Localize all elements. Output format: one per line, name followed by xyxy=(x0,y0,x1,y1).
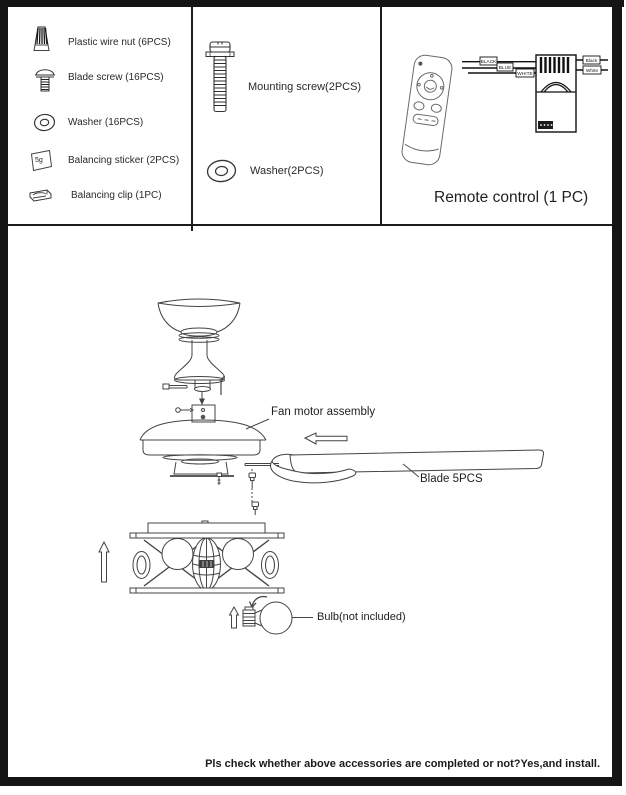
mounting-label: Washer(2PCS) xyxy=(250,165,324,177)
bulb-drawing xyxy=(230,597,314,634)
accessory-label: Plastic wire nut (6PCS) xyxy=(68,37,171,48)
switch-housing-drawing xyxy=(170,462,234,525)
fan-motor-leader-line xyxy=(246,419,269,429)
blade-screws-drawing xyxy=(249,469,259,515)
balancing-clip-icon xyxy=(28,186,53,204)
blade-screw-icon xyxy=(34,65,56,93)
wire-label-black-out: Black xyxy=(585,59,598,64)
blade-label: Blade 5PCS xyxy=(420,473,483,485)
balancing-sticker-icon xyxy=(30,149,53,172)
wire-nut-icon xyxy=(33,26,50,53)
wire-label-white-out: White xyxy=(585,69,599,74)
remote-control-drawing xyxy=(401,54,454,166)
frame-left xyxy=(0,0,8,786)
wire-label-black-in: BLACK xyxy=(480,60,497,65)
cross-pin-drawing xyxy=(163,377,224,396)
fan-exploded-diagram xyxy=(9,225,613,777)
wire-label-blue-in: BLUE xyxy=(498,66,512,71)
mounting-label: Mounting screw(2PCS) xyxy=(248,81,362,93)
accessory-label: Balancing sticker (2PCS) xyxy=(68,155,180,166)
up-arrow-icon xyxy=(99,542,109,582)
rotation-arrow-icon xyxy=(250,597,268,607)
footer-note: Pls check whether above accessories are completed or not?Yes,and install. xyxy=(205,758,600,770)
fan-motor-label: Fan motor assembly xyxy=(271,406,376,418)
washer-icon xyxy=(206,158,237,184)
mounting-bracket-drawing xyxy=(176,405,215,422)
blade-arrow-icon xyxy=(305,433,347,444)
wire-label-white-in: WHITE xyxy=(517,72,533,77)
mounting-screw-icon xyxy=(203,41,237,115)
accessory-label: Washer (16PCS) xyxy=(68,117,144,128)
washer-icon xyxy=(33,112,56,133)
sticker-text: 5g xyxy=(35,157,43,164)
down-arrow-icon xyxy=(199,392,205,405)
frame-top xyxy=(0,0,624,7)
downrod-ball-drawing xyxy=(175,340,225,392)
remote-caption: Remote control (1 PC) xyxy=(434,189,589,206)
blade-drawing xyxy=(245,450,544,483)
frame-right xyxy=(612,0,622,786)
light-fixture-drawing xyxy=(130,523,284,593)
fan-motor-drawing xyxy=(140,420,266,464)
frame-bottom xyxy=(0,777,618,786)
bulb-up-arrow-icon xyxy=(230,607,239,628)
divider-vertical-1 xyxy=(191,7,193,231)
bulb-label: Bulb(not included) xyxy=(317,611,406,623)
canopy-drawing xyxy=(158,299,240,342)
accessory-label: Balancing clip (1PC) xyxy=(71,190,162,201)
accessory-label: Blade screw (16PCS) xyxy=(68,72,164,83)
